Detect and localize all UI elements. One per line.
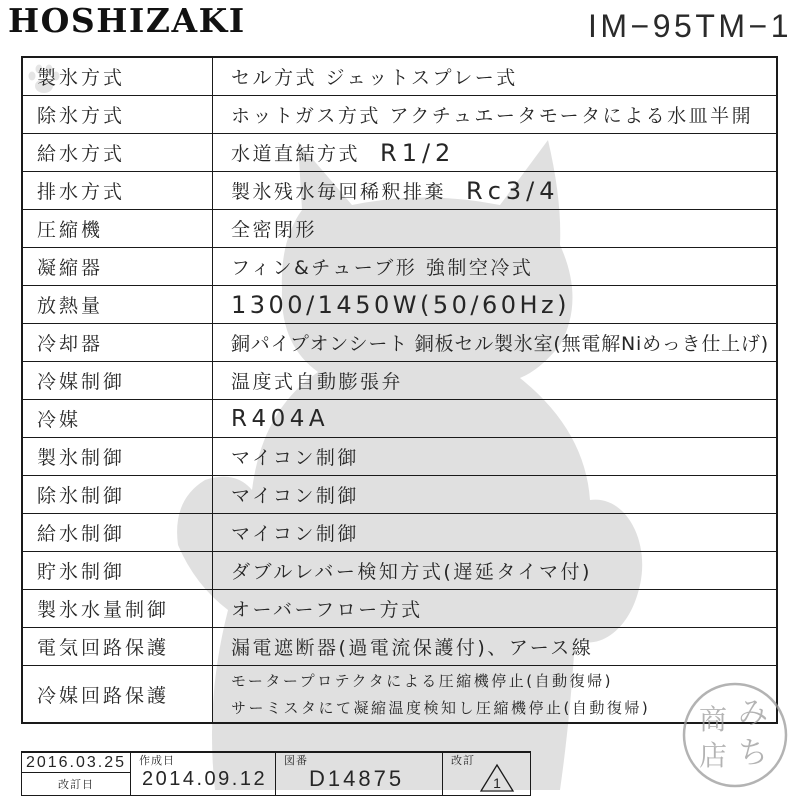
spec-value: ホットガス方式 アクチュエータモータによる水皿半開 <box>231 105 754 127</box>
drawing-number-cell <box>276 753 443 795</box>
spec-label: 電気回路保護 <box>23 628 213 665</box>
triangle-icon <box>479 763 515 793</box>
spec-label: 冷却器 <box>23 324 213 361</box>
spec-label: 排水方式 <box>23 172 213 209</box>
spec-value-line: サーミスタにて凝縮温度検知し圧縮機停止(自動復帰) <box>231 698 651 717</box>
revision-date: 2016.03.25 <box>22 753 130 773</box>
brand-logo: HOSHIZAKI <box>8 1 246 40</box>
stamp-char: 商 <box>698 703 728 736</box>
spec-row <box>23 628 776 666</box>
spec-table <box>21 56 778 724</box>
spec-value: セル方式 ジェットスプレー式 <box>231 67 518 89</box>
spec-value: マイコン制御 <box>231 523 359 545</box>
spec-row <box>23 134 776 172</box>
spec-value: 1300/1450W(50/60Hz) <box>231 290 571 319</box>
spec-label: 除氷方式 <box>23 96 213 133</box>
spec-value-code: Rc3/4 <box>466 176 560 205</box>
spec-label: 貯氷制御 <box>23 552 213 589</box>
spec-label: 放熱量 <box>23 286 213 323</box>
spec-value-text: 水道直結方式 <box>231 143 361 165</box>
spec-value: ダブルレバー検知方式(遅延タイマ付) <box>231 561 592 583</box>
spec-label: 除氷制御 <box>23 476 213 513</box>
spec-label: 製氷方式 <box>23 58 213 95</box>
spec-label: 給水制御 <box>23 514 213 551</box>
spec-row <box>23 362 776 400</box>
revision-cell <box>443 753 529 795</box>
spec-row <box>23 58 776 96</box>
drawing-number-label: 図番 <box>284 754 308 767</box>
spec-label: 製氷制御 <box>23 438 213 475</box>
spec-label: 圧縮機 <box>23 210 213 247</box>
spec-row <box>23 324 776 362</box>
spec-value <box>213 172 776 209</box>
spec-row <box>23 286 776 324</box>
spec-value: マイコン制御 <box>231 447 359 469</box>
spec-row <box>23 96 776 134</box>
spec-row <box>23 400 776 438</box>
created-date-cell <box>131 753 276 795</box>
spec-value <box>213 134 776 171</box>
spec-row <box>23 666 776 722</box>
spec-row <box>23 210 776 248</box>
spec-row <box>23 590 776 628</box>
spec-row <box>23 248 776 286</box>
spec-value: フィン&チューブ形 強制空冷式 <box>231 257 534 279</box>
spec-value: 温度式自動膨張弁 <box>231 371 404 393</box>
spec-label: 給水方式 <box>23 134 213 171</box>
spec-label: 凝縮器 <box>23 248 213 285</box>
revision-date-cell <box>22 753 131 795</box>
spec-label: 冷媒制御 <box>23 362 213 399</box>
spec-row <box>23 514 776 552</box>
spec-value: 銅パイプオンシート 銅板セル製氷室(無電解Niめっき仕上げ) <box>231 333 769 355</box>
spec-value: R404A <box>231 405 330 432</box>
stamp-char: ち <box>738 736 768 771</box>
spec-value: マイコン制御 <box>231 485 359 507</box>
spec-label: 冷媒回路保護 <box>23 666 213 722</box>
spec-label: 冷媒 <box>23 400 213 437</box>
revision-number: 1 <box>493 775 501 791</box>
spec-value-text: 製氷残水毎回稀釈排棄 <box>231 181 447 203</box>
created-date: 2014.09.12 <box>142 768 268 790</box>
model-number: IM−95TM−1 <box>587 8 792 44</box>
spec-value: オーバーフロー方式 <box>231 599 423 621</box>
drawing-number: D14875 <box>309 766 405 791</box>
spec-row <box>23 552 776 590</box>
spec-value-code: R1/2 <box>380 138 456 167</box>
spec-label: 製氷水量制御 <box>23 590 213 627</box>
spec-value <box>213 666 776 722</box>
spec-value-line: モータープロテクタによる圧縮機停止(自動復帰) <box>231 671 613 690</box>
created-date-label: 作成日 <box>139 754 175 767</box>
spec-value: 全密閉形 <box>231 219 318 241</box>
spec-row <box>23 476 776 514</box>
stamp-char: 店 <box>698 739 728 772</box>
drawing-title-block <box>21 751 531 796</box>
revision-label: 改訂 <box>451 754 475 767</box>
spec-row <box>23 172 776 210</box>
spec-value: 漏電遮断器(過電流保護付)、アース線 <box>231 637 594 659</box>
stamp-char: み <box>738 696 768 731</box>
revision-date-label: 改訂日 <box>58 777 94 791</box>
spec-row <box>23 438 776 476</box>
